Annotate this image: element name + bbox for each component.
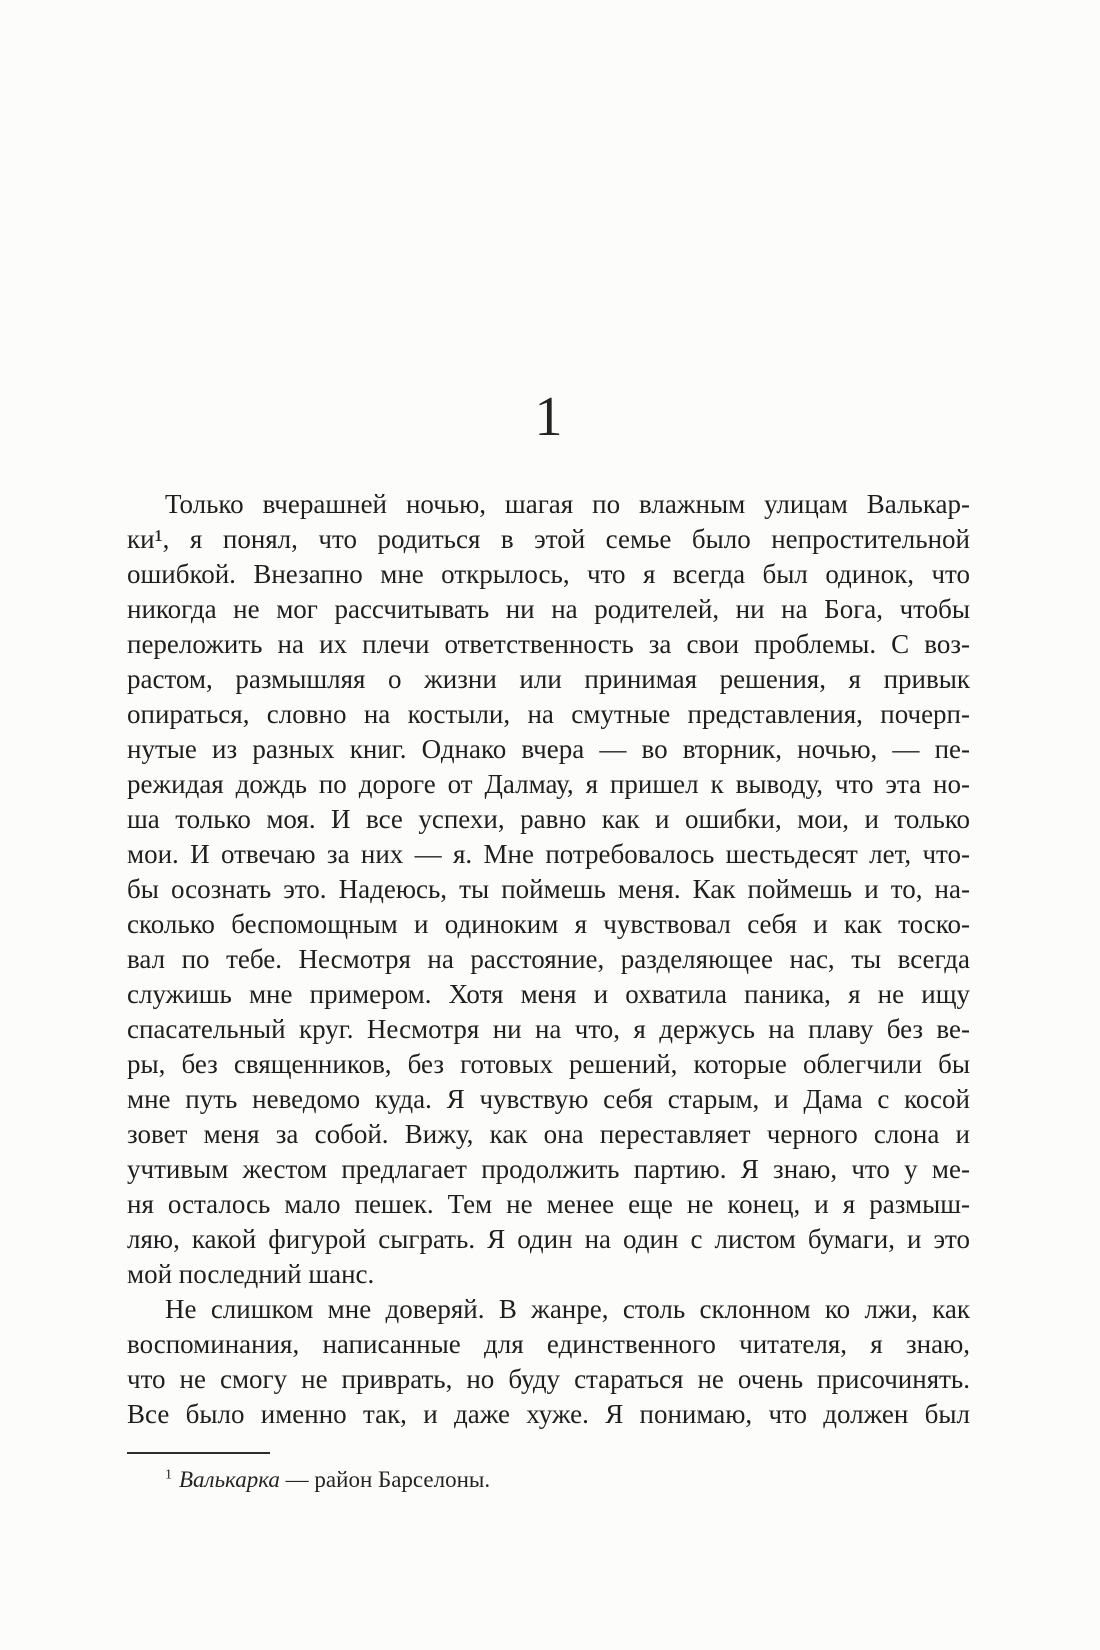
text-line: переложить на их плечи ответственность за свои проблемы. С воз- (127, 629, 970, 659)
footnote-text (127, 1465, 970, 1495)
footnote-term: Валькарка (179, 1467, 280, 1492)
text-line: Только вчерашней ночью, шагая по влажным улицам Валькар- (165, 489, 970, 519)
footnote-divider (127, 1452, 270, 1454)
text-line: ша только моя. И все успехи, равно как и ошибки, мои, и только (127, 804, 970, 834)
text-line: ки¹, я понял, что родиться в этой семье было непростительной (127, 524, 970, 554)
text-line: ляю, какой фигурой сыграть. Я один на один с листом бумаги, и это (127, 1224, 970, 1254)
text-line: сколько беспомощным и одиноким я чувствовал себя и как тоско- (127, 909, 970, 939)
text-line: ры, без священников, без готовых решений, которые облегчили бы (127, 1049, 970, 1079)
chapter-number: 1 (534, 386, 563, 448)
text-line: что не смогу не приврать, но буду стараться не очень присочинять. (127, 1364, 970, 1394)
text-line: мне путь неведомо куда. Я чувствую себя старым, и Дама с косой (127, 1084, 970, 1114)
text-line: опираться, словно на костыли, на смутные представления, почерп- (127, 699, 970, 729)
text-line: мой последний шанс. (127, 1259, 375, 1289)
text-line: растом, размышляя о жизни или принимая решения, я привык (127, 664, 970, 694)
text-line: служишь мне примером. Хотя меня и охватила паника, я не ищу (127, 979, 970, 1009)
text-line: никогда не мог рассчитывать ни на родителей, ни на Бога, чтобы (127, 594, 970, 624)
text-line: нутые из разных книг. Однако вчера — во вторник, ночью, — пе- (127, 734, 970, 764)
text-line: Не слишком мне доверяй. В жанре, столь склонном ко лжи, как (165, 1294, 970, 1324)
text-line: ошибкой. Внезапно мне открылось, что я всегда был одинок, что (127, 559, 970, 589)
body-text (127, 487, 970, 1432)
footnote-section (127, 1452, 970, 1495)
text-line: воспоминания, написанные для единственного читателя, я знаю, (127, 1329, 970, 1359)
text-line: режидая дождь по дороге от Далмау, я пришел к выводу, что эта но- (127, 769, 970, 799)
footnote-marker: 1 (165, 1467, 172, 1483)
text-line: вал по тебе. Несмотря на расстояние, разделяющее нас, ты всегда (127, 944, 970, 974)
text-line: зовет меня за собой. Вижу, как она переставляет черного слона и (127, 1119, 970, 1149)
text-line: мои. И отвечаю за них — я. Мне потребовалось шестьдесят лет, что- (127, 839, 970, 869)
text-line: спасательный круг. Несмотря ни на что, я держусь на плаву без ве- (127, 1014, 970, 1044)
footnote-definition: — район Барселоны. (279, 1467, 491, 1492)
text-line: учтивым жестом предлагает продолжить партию. Я знаю, что у ме- (127, 1154, 970, 1184)
text-line: бы осознать это. Надеюсь, ты поймешь меня. Как поймешь и то, на- (127, 874, 970, 904)
text-line: ня осталось мало пешек. Тем не менее еще не конец, и я размыш- (127, 1189, 970, 1219)
text-line: Все было именно так, и даже хуже. Я понимаю, что должен был (127, 1399, 970, 1429)
